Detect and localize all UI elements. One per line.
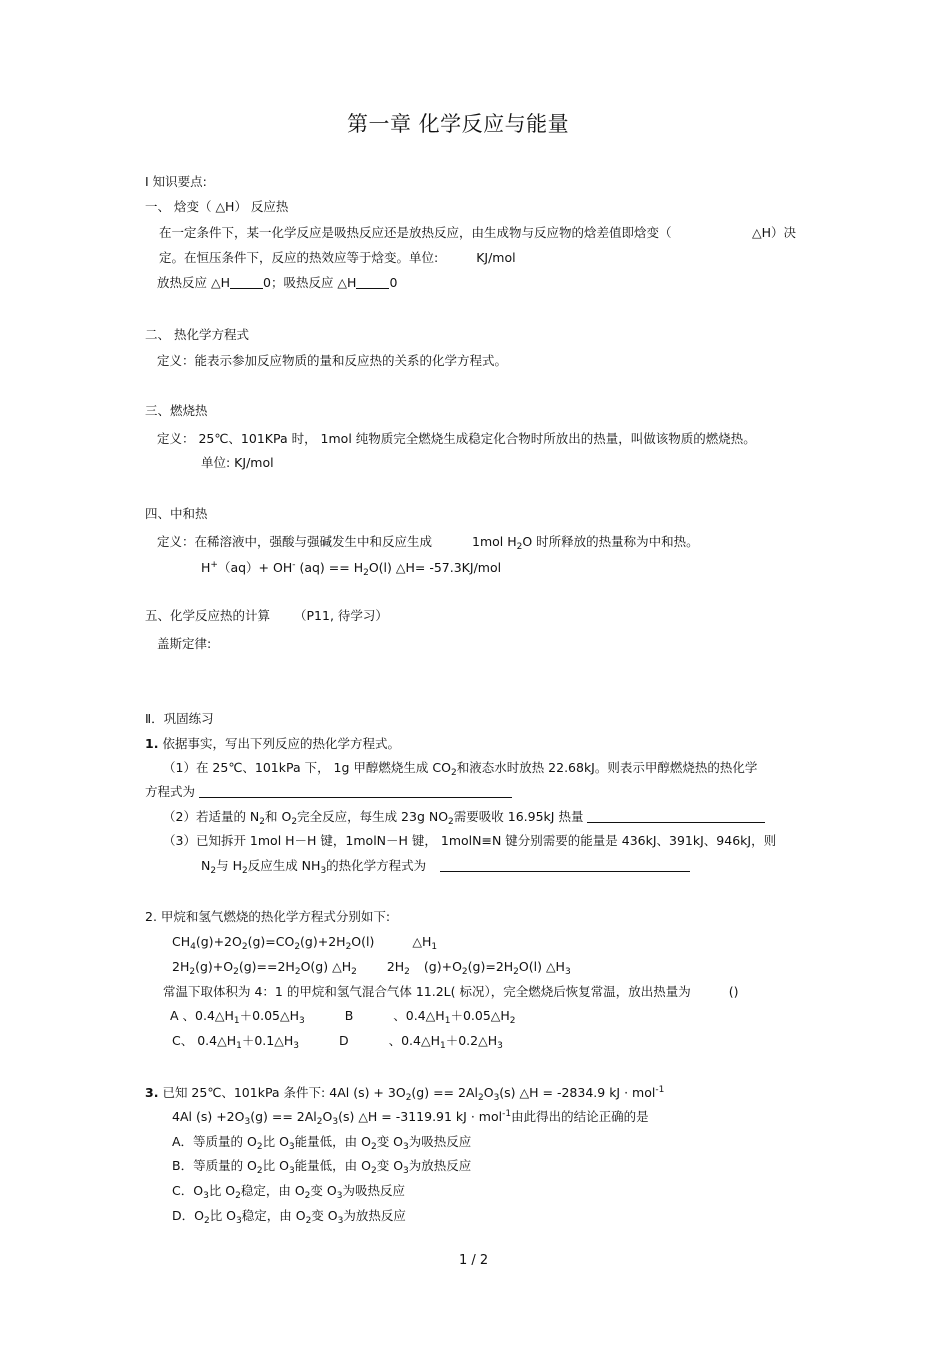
q3-eq2-sup: -1 — [502, 1109, 512, 1119]
q2-option-b3: ＋0.05△H — [450, 1008, 510, 1023]
q3-b-2: 比 O — [262, 1158, 289, 1173]
q3-a-s4: 3 — [403, 1142, 409, 1152]
q2-eq1-a: CH — [172, 934, 191, 949]
s4-heading: 四、中和热 — [145, 506, 208, 521]
q2-eq1-sub5: 1 — [431, 942, 438, 952]
q2-a-sub1: 1 — [233, 1016, 240, 1026]
q3-c-s4: 3 — [336, 1191, 343, 1201]
s4-definition — [157, 534, 699, 550]
q1-part-2 — [163, 809, 765, 825]
q2-stem: 2. 甲烷和氢气燃烧的热化学方程式分别如下: — [145, 909, 391, 924]
q3-d-3: 稳定，由 O — [241, 1208, 306, 1223]
q3-b-s3: 2 — [370, 1166, 377, 1176]
q2-options-cd — [172, 1033, 503, 1049]
q3-c-5: 为吸热反应 — [342, 1183, 405, 1198]
q2-eq3-a: 2H — [386, 959, 405, 974]
s1-para-1: 在一定条件下，某一化学反应是吸热反应还是放热反应，由生成物与反应物的焓差值即焓变（ — [159, 225, 672, 240]
eq-rest1: (aq) == H — [295, 560, 364, 575]
q2-eq2-sub3: 2 — [294, 967, 301, 977]
endothermic-label: 0；吸热反应 △H — [263, 275, 357, 290]
s1-para-3 — [157, 275, 397, 291]
q3-eq2-c: O — [322, 1109, 333, 1124]
q1-p2-sub1: 2 — [259, 817, 266, 827]
q3-d-1: D．O — [172, 1208, 204, 1223]
eq-minus: - — [292, 560, 296, 570]
q2-options-ab — [170, 1008, 516, 1024]
q2-option-c2: ＋0.1△H — [241, 1033, 294, 1048]
q3-stem-b: (g) == 2Al — [411, 1085, 478, 1100]
q2-eq1-c: (g)=CO — [247, 934, 295, 949]
q1-p1-a: （1）在 25℃、101kPa 下， 1g 甲醇燃烧生成 CO — [163, 760, 451, 775]
blank-endothermic — [356, 276, 389, 289]
s1-para-1-end: △H）决 — [752, 225, 797, 240]
q2-equation-1 — [172, 934, 437, 950]
q1-p3-sub3: 3 — [320, 866, 327, 876]
q2-eq3-sub1: 2 — [404, 967, 410, 977]
q3-option-b[interactable] — [172, 1158, 471, 1174]
q2-eq2-sub2: 2 — [233, 967, 239, 977]
q2-eq3-sub3: 2 — [513, 967, 519, 977]
q3-a-s2: 3 — [288, 1142, 295, 1152]
q1-stem-text: 依据事实，写出下列反应的热化学方程式。 — [162, 736, 400, 751]
q1-part-3: （3）已知拆开 1mol H－H 键，1molN－H 键， 1molN≡N 键分别需要的能量是 436kJ、391kJ、946kJ，则 — [163, 833, 777, 848]
q2-eq1-sub1: 4 — [190, 942, 196, 952]
q3-stem-c: O — [483, 1085, 494, 1100]
q3-stem — [145, 1085, 664, 1101]
s4-def-a: 定义：在稀溶液中，强酸与强碱发生中和反应生成 — [157, 534, 433, 549]
q1-p3-sub2: 2 — [241, 866, 248, 876]
q2-c-sub1: 1 — [236, 1041, 242, 1051]
q3-d-s2: 3 — [236, 1216, 242, 1226]
q3-sub1: 2 — [405, 1093, 412, 1103]
q1-p2-d: 需要吸收 16.95kJ 热量 — [453, 809, 584, 824]
q2-option-d3: ＋0.2△H — [445, 1033, 498, 1048]
s4-def-sub: 2 — [516, 542, 523, 552]
q3-eq2-b: (g) == 2Al — [250, 1109, 317, 1124]
q3-sub3: 3 — [493, 1093, 500, 1103]
q2-eq2-sub4: 2 — [351, 967, 357, 977]
q2-option-d2: 、0.4△H — [388, 1033, 440, 1048]
hess-law: 盖斯定律: — [157, 636, 212, 651]
q3-c-4: 变 O — [310, 1183, 337, 1198]
q2-option-b2: 、0.4△H — [393, 1008, 445, 1023]
q3-eq2-a: 4Al (s) +2O — [172, 1109, 245, 1124]
q2-option-c[interactable]: C、 0.4△H — [172, 1033, 237, 1048]
s2-definition: 定义：能表示参加反应物质的量和反应热的关系的化学方程式。 — [157, 353, 508, 368]
q1-p2-a: （2）若适量的 N — [163, 809, 260, 824]
page-number: 1 / 2 — [459, 1253, 489, 1268]
q2-eq1-b: (g)+2O — [195, 934, 242, 949]
q2-eq1-sub3: 2 — [294, 942, 301, 952]
s4-def-b: 1mol H — [472, 534, 517, 549]
q3-d-s4: 3 — [337, 1216, 344, 1226]
q1-stem — [145, 736, 400, 752]
q3-option-a[interactable] — [172, 1134, 471, 1150]
answer-blank-2[interactable] — [587, 810, 765, 823]
q2-c-sub2: 3 — [293, 1041, 299, 1051]
q3-c-3: 稳定，由 O — [240, 1183, 305, 1198]
q2-b-sub2: 2 — [509, 1016, 516, 1026]
q3-sup1: -1 — [655, 1085, 665, 1095]
q2-option-b[interactable]: B — [344, 1008, 354, 1023]
q3-stem-a: 已知 25℃、101kPa 条件下: 4Al (s) + 3O — [162, 1085, 406, 1100]
q1-part-1-cont — [145, 784, 512, 800]
q3-a-s1: 2 — [256, 1142, 263, 1152]
q3-c-s2: 2 — [235, 1191, 241, 1201]
q3-c-s3: 2 — [304, 1191, 311, 1201]
s4-def-c: O 时所释放的热量称为中和热。 — [522, 534, 699, 549]
s3-heading: 三、燃烧热 — [145, 403, 208, 418]
s5-heading-text: 五、化学反应热的计算 — [145, 608, 271, 623]
q3-a-2: 比 O — [262, 1134, 289, 1149]
q3-c-s1: 3 — [203, 1191, 209, 1201]
q1-p2-b: 和 O — [265, 809, 292, 824]
q3-d-s3: 2 — [305, 1216, 312, 1226]
eq-aq: （aq）+ OH — [217, 560, 293, 575]
q3-d-4: 变 O — [311, 1208, 338, 1223]
eq-plus: + — [210, 560, 218, 570]
q2-eq2-a: 2H — [172, 959, 190, 974]
eq-h: H — [201, 560, 211, 575]
q3-equation-2 — [172, 1109, 649, 1125]
q3-eq2-sub1: 3 — [244, 1117, 251, 1127]
answer-blank-3[interactable] — [440, 859, 690, 872]
q3-d-s1: 2 — [203, 1216, 210, 1226]
section-i-heading: Ⅰ 知识要点: — [145, 174, 207, 189]
q1-p3-c: 与 H — [216, 858, 242, 873]
q1-p1-b: 和液态水时放热 22.68kJ。则表示甲醇燃烧热的热化学 — [456, 760, 758, 775]
blank-exothermic — [230, 276, 263, 289]
q1-p1-sub: 2 — [450, 768, 457, 778]
q2-eq2-d: O(g) △H — [300, 959, 352, 974]
zero-label: 0 — [389, 275, 398, 290]
q2-eq1-dh: △H — [412, 934, 432, 949]
q2-eq3-sub2: 2 — [461, 967, 468, 977]
q3-number: 3. — [145, 1085, 159, 1100]
q2-eq1-sub4: 2 — [345, 942, 352, 952]
q3-option-c[interactable] — [172, 1183, 405, 1199]
q3-b-5: 为放热反应 — [408, 1158, 472, 1173]
q2-condition-text: 常温下取体积为 4：1 的甲烷和氢气混合气体 11.2L( 标况），完全燃烧后恢复常温，放出热量为 — [163, 984, 691, 999]
q2-eq2-sub1: 2 — [189, 967, 196, 977]
q3-a-5: 为吸热反应 — [408, 1134, 472, 1149]
q3-stem-d: (s) △H = -2834.9 kJ · mol — [499, 1085, 656, 1100]
q2-answer-paren[interactable]: () — [728, 984, 739, 999]
q3-c-2: 比 O — [208, 1183, 236, 1198]
page-title: 第一章 化学反应与能量 — [347, 112, 570, 136]
q2-eq2-b: (g)+O — [195, 959, 234, 974]
eq-rest2: O(l) △H= -57.3KJ/mol — [368, 560, 502, 575]
q1-part-3-cont — [201, 858, 690, 874]
q3-b-s4: 3 — [403, 1166, 409, 1176]
q3-b-3: 能量低，由 O — [294, 1158, 371, 1173]
q2-eq1-sub2: 2 — [241, 942, 248, 952]
q3-a-3: 能量低，由 O — [294, 1134, 371, 1149]
q1-p3-d: 反应生成 NH — [247, 858, 321, 873]
exothermic-label: 放热反应 △H — [157, 275, 230, 290]
q2-eq3-b: (g)+O — [423, 959, 462, 974]
q3-sub2: 2 — [477, 1093, 484, 1103]
s1-para-2 — [159, 250, 516, 266]
s2-heading: 二、 热化学方程式 — [145, 327, 249, 342]
q3-eq2-sub2: 2 — [316, 1117, 323, 1127]
section-ii-heading: Ⅱ．巩固练习 — [145, 711, 214, 726]
q2-equation-2 — [172, 959, 571, 975]
q3-a-s3: 2 — [370, 1142, 377, 1152]
q1-p2-sub2: 2 — [291, 817, 298, 827]
q2-eq3-c: (g)=2H — [467, 959, 514, 974]
s5-ref: （P11, 待学习） — [294, 608, 388, 623]
q2-eq2-c: (g)==2H — [238, 959, 295, 974]
q3-a-1: A．等质量的 O — [172, 1134, 257, 1149]
q3-eq2-sub3: 3 — [332, 1117, 339, 1127]
s3-unit: 单位: KJ/mol — [201, 455, 274, 470]
s1-unit: KJ/mol — [476, 250, 516, 265]
q2-d-sub1: 1 — [439, 1041, 446, 1051]
s3-definition: 定义： 25℃、101KPa 时， 1mol 纯物质完全燃烧生成稳定化合物时所放出的热量，叫做该物质的燃烧热。 — [157, 431, 756, 446]
q2-condition — [163, 984, 738, 1000]
s1-heading: 一、 焓变（ △H） 反应热 — [145, 199, 289, 214]
q1-p3-b: N — [201, 858, 211, 873]
q2-option-a[interactable]: A 、0.4△H — [170, 1008, 234, 1023]
q3-eq2-d: (s) △H = -3119.91 kJ · mol — [338, 1109, 503, 1124]
q1-p3-e: 的热化学方程式为 — [326, 858, 427, 873]
q3-d-5: 为放热反应 — [343, 1208, 406, 1223]
q2-d-sub2: 3 — [497, 1041, 503, 1051]
q2-b-sub1: 1 — [444, 1016, 451, 1026]
q2-eq1-d: (g)+2H — [300, 934, 346, 949]
neutralization-equation — [201, 560, 501, 576]
q3-c-1: C．O — [172, 1183, 204, 1198]
q2-eq3-sub4: 3 — [564, 967, 571, 977]
q2-eq1-e: O(l) — [351, 934, 375, 949]
q1-part-1 — [163, 760, 757, 776]
q3-a-4: 变 O — [376, 1134, 404, 1149]
q1-p1-c: 方程式为 — [145, 784, 196, 799]
s1-para-2-text: 定。在恒压条件下，反应的热效应等于焓变。单位: — [159, 250, 439, 265]
eq-sub2: 2 — [363, 568, 369, 578]
q3-eq2-e: 由此得出的结论正确的是 — [511, 1109, 649, 1124]
q3-d-2: 比 O — [209, 1208, 237, 1223]
q3-b-1: B．等质量的 O — [172, 1158, 257, 1173]
q3-option-d[interactable] — [172, 1208, 406, 1224]
q1-p2-c: 完全反应，每生成 23g NO — [297, 809, 449, 824]
answer-blank-1[interactable] — [199, 785, 512, 798]
q2-option-a2: ＋0.05△H — [239, 1008, 300, 1023]
q1-p3-sub1: 2 — [210, 866, 217, 876]
q2-a-sub2: 3 — [299, 1016, 305, 1026]
q2-eq3-d: O(l) △H — [518, 959, 565, 974]
q1-p2-sub3: 2 — [448, 817, 454, 827]
q3-b-s2: 3 — [288, 1166, 295, 1176]
s5-heading — [145, 608, 388, 624]
q1-number: 1. — [145, 736, 159, 751]
q3-b-s1: 2 — [256, 1166, 263, 1176]
q3-b-4: 变 O — [376, 1158, 404, 1173]
q2-option-d[interactable]: D — [338, 1033, 349, 1048]
